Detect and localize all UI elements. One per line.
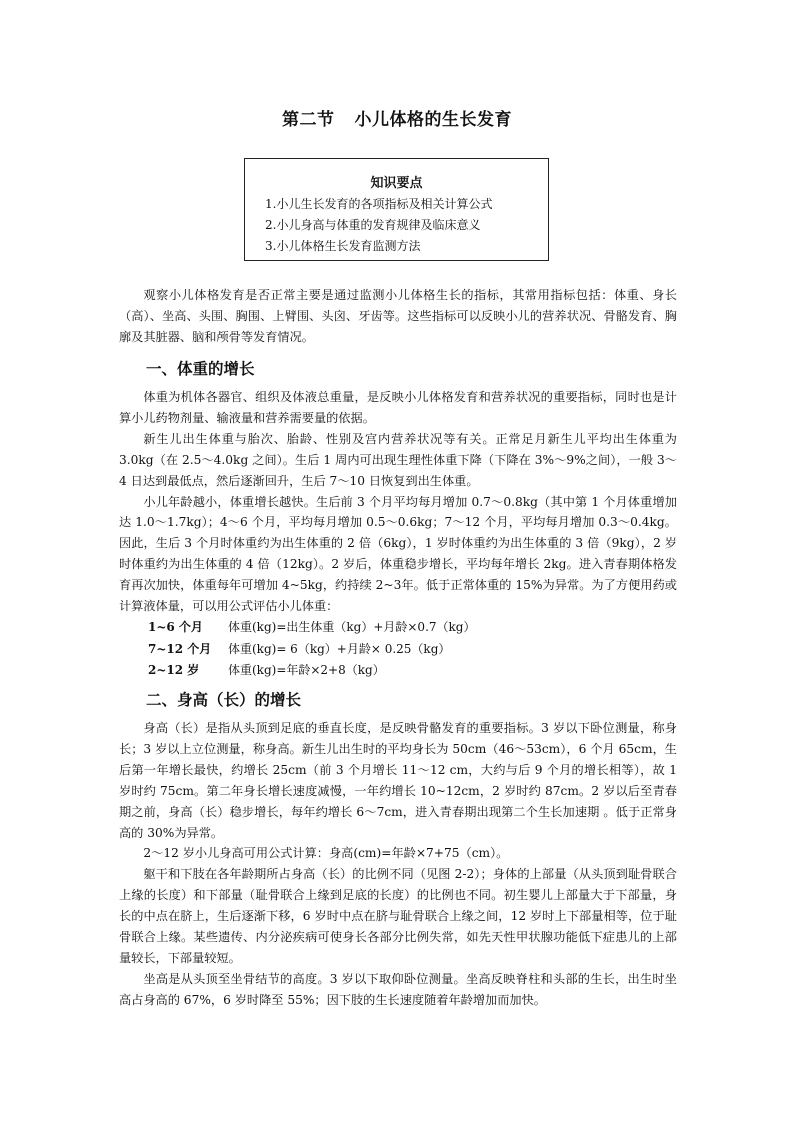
formula-age-label: 7~12 个月 — [148, 641, 212, 656]
section2-paragraph: 2～12 岁小儿身高可用公式计算：身高(cm)=年龄×7+75（cm）。 — [143, 846, 509, 861]
section2-paragraph: 躯干和下肢在各年龄期所占身高（长）的比例不同（见图 2-2）；身体的上部量（从头顶到耻骨联合上缘的长度）和下部量（耻骨联合上缘到足底的长度）的比例也不同。初生婴儿上部量大于下部量，身长的中点在脐上，生后逐渐下移，6 岁时中点在脐与耻骨联合上缘之间，12 岁时上下部量相等，位于耻骨联合上缘。某些遗传、内分泌疾病可使身长各部分比例失常，如先天性甲状腺功能低下症患儿的上部量较长，下部量较短。 — [119, 867, 677, 965]
intro-paragraph: 观察小儿体格发育是否正常主要是通过监测小儿体格生长的指标，其常用指标包括：体重、身长（高）、坐高、头围、胸围、上臂围、头囟、牙齿等。这些指标可以反映小儿的营养状况、骨骼发育、胸廓及其脏器、脑和颅骨等发育情况。 — [119, 288, 677, 344]
section2-heading: 二、身高（长）的增长 — [146, 691, 302, 709]
knowledge-point-item: 3.小儿体格生长发育监测方法 — [265, 239, 421, 253]
knowledge-points-box — [244, 158, 549, 261]
section1-heading: 一、体重的增长 — [146, 360, 255, 378]
knowledge-points-heading: 知识要点 — [370, 176, 423, 191]
formula-expression: 体重(kg)=出生体重（kg）+月龄×0.7（kg） — [228, 620, 476, 634]
intro-block — [119, 285, 677, 348]
section2-body — [119, 718, 677, 1011]
section1-paragraph: 新生儿出生体重与胎次、胎龄、性别及宫内营养状况等有关。正常足月新生儿平均出生体重为 3.0kg（在 2.5～4.0kg 之间）。生后 1 周内可出现生理性体重下降（下降在 3%～9%之间），一般 3～4 日达到最低点，然后逐渐回升，生后 7～10 日恢复到出生体重。 — [119, 431, 677, 488]
section1-paragraph: 小儿年龄越小，体重增长越快。生后前 3 个月平均每月增加 0.7～0.8kg（其中第 1 个月体重增加达 1.0～1.7kg）；4～6 个月，平均每月增加 0.5～0.6kg；7～12 个月，平均每月增加 0.3～0.4kg。因此，生后 3 个月时体重约为出生体重的 2 倍（6kg），1 岁时体重约为出生体重的 3 倍（9kg），2 岁时体重约为出生体重的 4 倍（12kg）。2 岁后，体重稳步增长，平均每年增长 2kg。进入青春期体格发育再次加快，体重每年可增加 4~5kg，约持续 2~3年。低于正常体重的 15%为异常。为了方便用药或计算液体量，可以用公式评估小儿体重： — [119, 494, 677, 614]
weight-formulas — [148, 617, 475, 682]
section-topic: 小儿体格的生长发育 — [354, 110, 512, 130]
formula-age-label: 2~12 岁 — [148, 663, 200, 677]
section1-body — [119, 387, 677, 617]
formula-expression: 体重(kg)=年龄×2+8（kg） — [228, 663, 385, 677]
formula-row — [148, 617, 475, 639]
knowledge-points-list — [265, 194, 548, 257]
page-title — [0, 105, 794, 130]
formula-age-label: 1~6 个月 — [148, 620, 203, 634]
section1-paragraph: 体重为机体各器官、组织及体液总重量，是反映小儿体格发育和营养状况的重要指标，同时也是计算小儿药物剂量、输液量和营养需要量的依据。 — [119, 390, 677, 425]
section-number: 第二节 — [282, 110, 335, 130]
section2-paragraph: 坐高是从头顶至坐骨结节的高度。3 岁以下取仰卧位测量。坐高反映脊柱和头部的生长，出生时坐高占身高的 67%，6 岁时降至 55%；因下肢的生长速度随着年龄增加而加快。 — [119, 971, 677, 1007]
knowledge-point-item: 1.小儿生长发育的各项指标及相关计算公式 — [265, 197, 493, 211]
formula-row — [148, 639, 475, 661]
formula-row — [148, 660, 475, 682]
section2-paragraph: 身高（长）是指从头顶到足底的垂直长度，是反映骨骼发育的重要指标。3 岁以下卧位测量，称身长；3 岁以上立位测量，称身高。新生儿出生时的平均身长为 50cm（46～53cm），6 个月 65cm，生后第一年增长最快，约增长 25cm（前 3 个月增长 11～12 cm，大约与后 9 个月的增长相等），故 1 岁时约 75cm。第二年身长增长速度减慢，一年约增长 10~12cm，2 岁时约 87cm。2 岁以后至青春期之前，身高（长）稳步增长，每年约增长 6～7cm，进入青春期出现第二个生长加速期 。低于正常身高的 30%为异常。 — [119, 721, 677, 840]
knowledge-point-item: 2.小儿身高与体重的发育规律及临床意义 — [265, 218, 481, 232]
formula-expression: 体重(kg)= 6（kg）+月龄× 0.25（kg） — [228, 641, 451, 656]
